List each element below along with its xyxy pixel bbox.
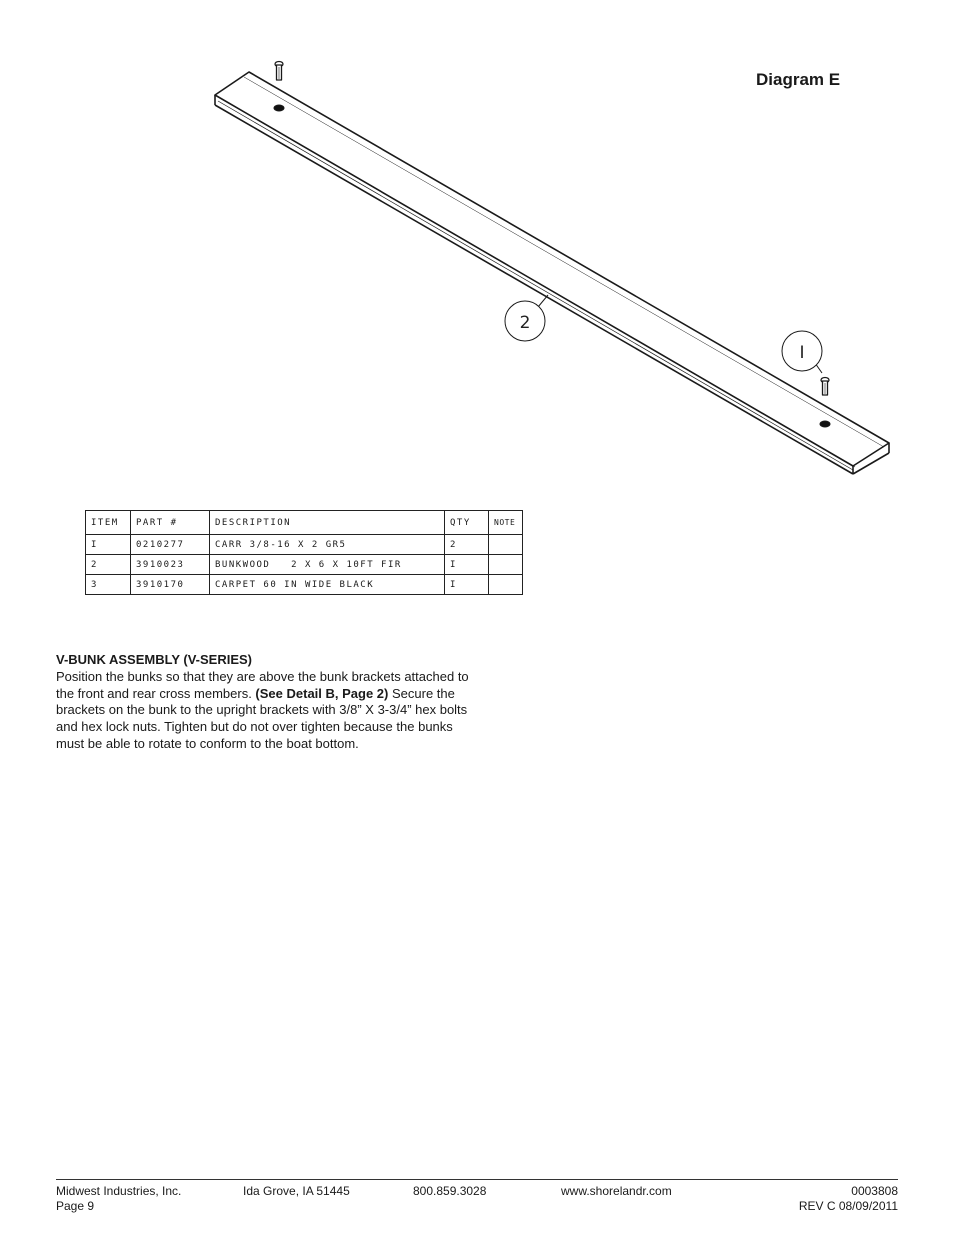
- carriage-bolt-icon: [821, 378, 829, 396]
- company-name: Midwest Industries, Inc.: [56, 1184, 182, 1198]
- section-body: [56, 669, 476, 753]
- cell-qty: 2: [445, 535, 489, 555]
- footer-left: [56, 1184, 181, 1214]
- footer-phone: 800.859.3028: [413, 1184, 487, 1198]
- cell-item: 2: [86, 555, 131, 575]
- cell-description: CARPET 60 IN WIDE BLACK: [210, 575, 445, 595]
- cell-part: 0210277: [131, 535, 210, 555]
- footer-city: Ida Grove, IA 51445: [243, 1184, 350, 1198]
- parts-table: [85, 510, 523, 595]
- cell-note: [489, 535, 523, 555]
- carriage-bolt-icon: [275, 62, 283, 81]
- header-description: DESCRIPTION: [210, 511, 445, 535]
- bunk-board-top-face: [215, 72, 889, 466]
- diagram-title: Diagram E: [756, 70, 841, 89]
- body-text: Secure the brackets on the bunk to the upright brackets with 3/8” X 3-3/4” hex bolts and hex lock nuts. Tighten but do not over tighten because the bunks must be able to rotate to conform to the boat bottom.: [56, 685, 468, 751]
- revision-date: REV C 08/09/2011: [798, 1199, 898, 1213]
- footer-divider: [56, 1179, 898, 1180]
- cell-part: 3910170: [131, 575, 210, 595]
- header-note: NOTE: [489, 511, 523, 535]
- header-part: PART #: [131, 511, 210, 535]
- cell-note: [489, 575, 523, 595]
- cell-description: CARR 3/8-16 X 2 GR5: [210, 535, 445, 555]
- cell-qty: I: [445, 555, 489, 575]
- table-row: [86, 555, 523, 575]
- table-row: [86, 575, 523, 595]
- section-heading: V-BUNK ASSEMBLY (V-SERIES): [56, 652, 253, 667]
- table-row: [86, 535, 523, 555]
- cell-note: [489, 555, 523, 575]
- cell-qty: I: [445, 575, 489, 595]
- bolt-hole: [274, 105, 284, 111]
- callout-label-2: 2: [519, 313, 531, 333]
- cell-part: 3910023: [131, 555, 210, 575]
- header-item: ITEM: [86, 511, 131, 535]
- bolt-hole: [820, 421, 830, 427]
- body-text: Position the bunks so that they are above the bunk brackets attached to the front and rear cross members.: [56, 668, 469, 701]
- table-header-row: [86, 511, 523, 535]
- page-number: Page 9: [56, 1199, 95, 1213]
- document-number: 0003808: [851, 1184, 898, 1198]
- cell-item: I: [86, 535, 131, 555]
- cell-item: 3: [86, 575, 131, 595]
- assembly-instructions: [56, 652, 476, 753]
- footer-right: [799, 1184, 898, 1214]
- detail-reference: (See Detail B, Page 2): [255, 685, 389, 701]
- callout-label-1: I: [799, 343, 805, 363]
- cell-description: BUNKWOOD 2 X 6 X 10FT FIR: [210, 555, 445, 575]
- footer-website: www.shorelandr.com: [561, 1184, 672, 1198]
- header-qty: QTY: [445, 511, 489, 535]
